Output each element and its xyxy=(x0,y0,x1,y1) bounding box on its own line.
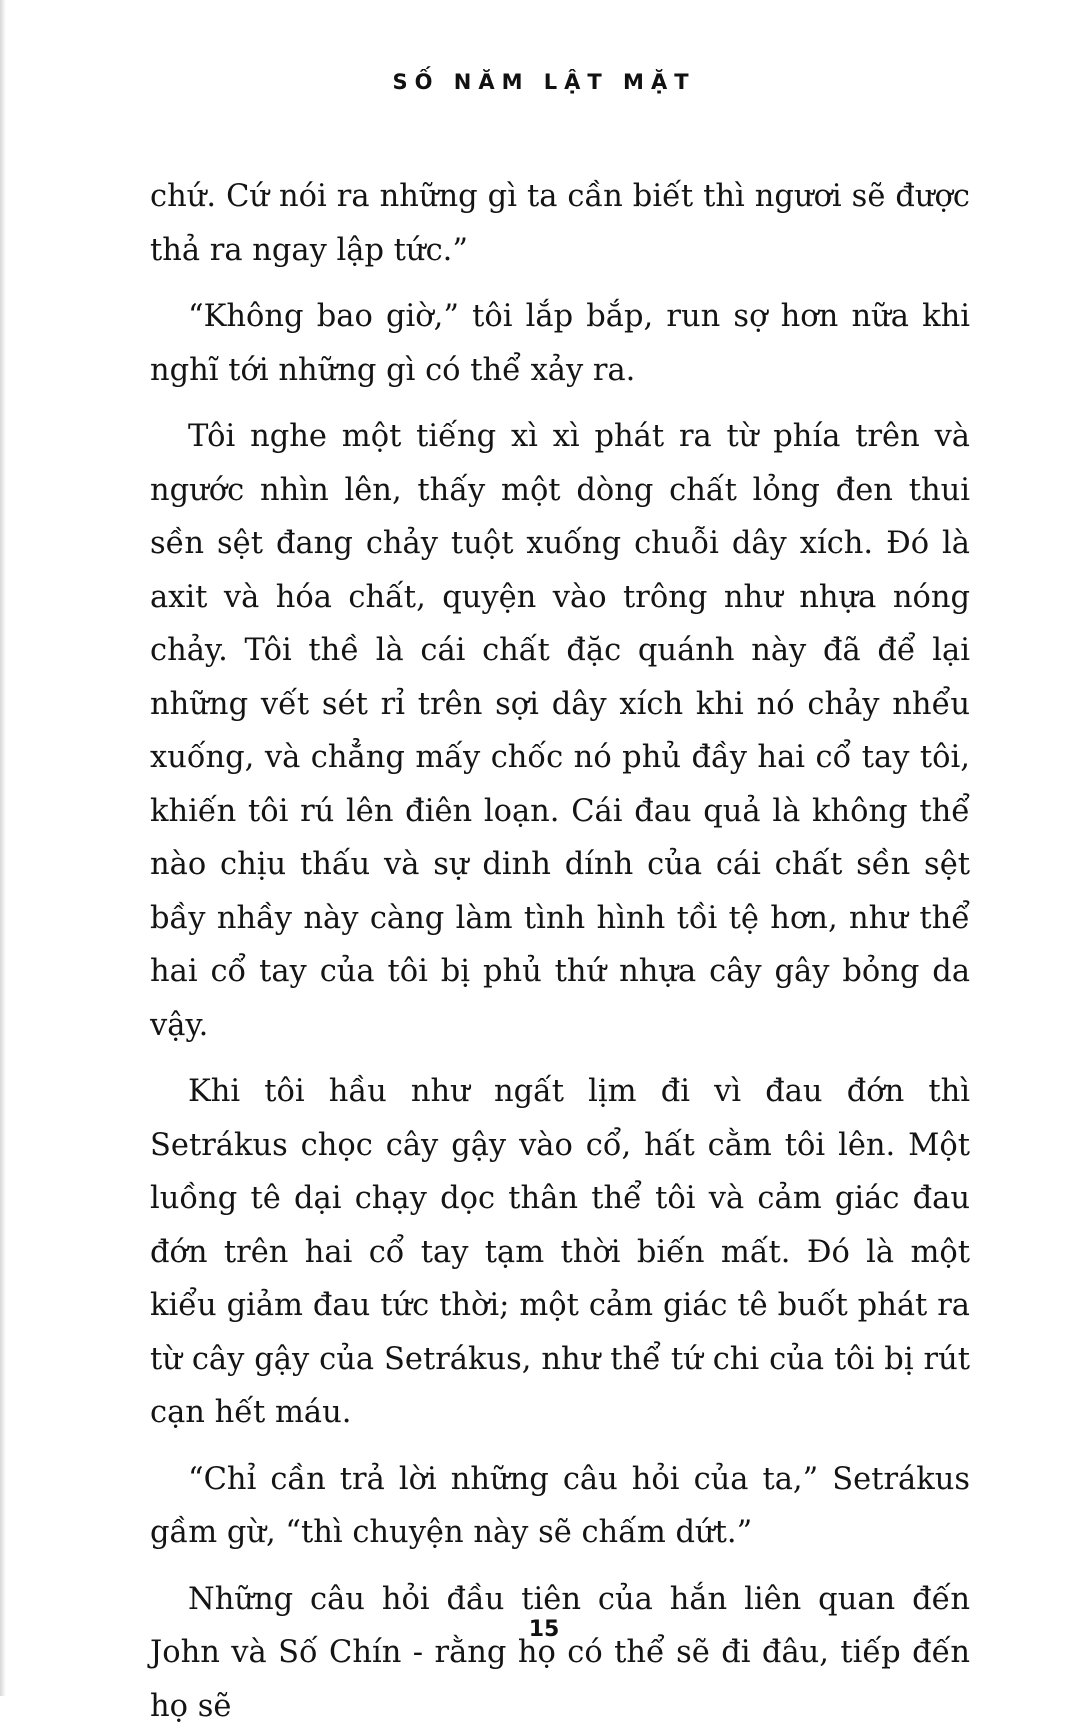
paragraph: “Chỉ cần trả lời những câu hỏi của ta,” Setrákus gầm gừ, “thì chuyện này sẽ chấm dứt.” xyxy=(150,1453,970,1560)
paragraph: Những câu hỏi đầu tiên của hắn liên quan đến John và Số Chín - rằng họ có thể sẽ đi đâu, tiếp đến họ sẽ xyxy=(150,1573,970,1733)
paragraph: Tôi nghe một tiếng xì xì phát ra từ phía trên và ngước nhìn lên, thấy một dòng chất lỏng đen thui sền sệt đang chảy tuột xuống chuỗi dây xích. Đó là axit và hóa chất, quyện vào trông như nhựa nóng chảy. Tôi thề là cái chất đặc quánh này đã để lại những vết sét rỉ trên sợi dây xích khi nó chảy nhểu xuống, và chẳng mấy chốc nó phủ đầy hai cổ tay tôi, khiến tôi rú lên điên loạn. Cái đau quả là không thể nào chịu thấu và sự dinh dính của cái chất sền sệt bầy nhầy này càng làm tình hình tồi tệ hơn, như thể hai cổ tay của tôi bị phủ thứ nhựa cây gây bỏng da vậy. xyxy=(150,410,970,1052)
body-text xyxy=(150,170,970,1733)
running-head: SỐ NĂM LẬT MẶT xyxy=(0,70,1088,94)
paragraph: “Không bao giờ,” tôi lắp bắp, run sợ hơn nữa khi nghĩ tới những gì có thể xảy ra. xyxy=(150,290,970,397)
page-number: 15 xyxy=(0,1617,1088,1642)
page-edge-shadow xyxy=(0,0,6,1696)
paragraph: chứ. Cứ nói ra những gì ta cần biết thì ngươi sẽ được thả ra ngay lập tức.” xyxy=(150,170,970,277)
paragraph: Khi tôi hầu như ngất lịm đi vì đau đớn thì Setrákus chọc cây gậy vào cổ, hất cằm tôi lên. Một luồng tê dại chạy dọc thân thể tôi và cảm giác đau đớn trên hai cổ tay tạm thời biến mất. Đó là một kiểu giảm đau tức thời; một cảm giác tê buốt phát ra từ cây gậy của Setrákus, như thể tứ chi của tôi bị rút cạn hết máu. xyxy=(150,1065,970,1440)
